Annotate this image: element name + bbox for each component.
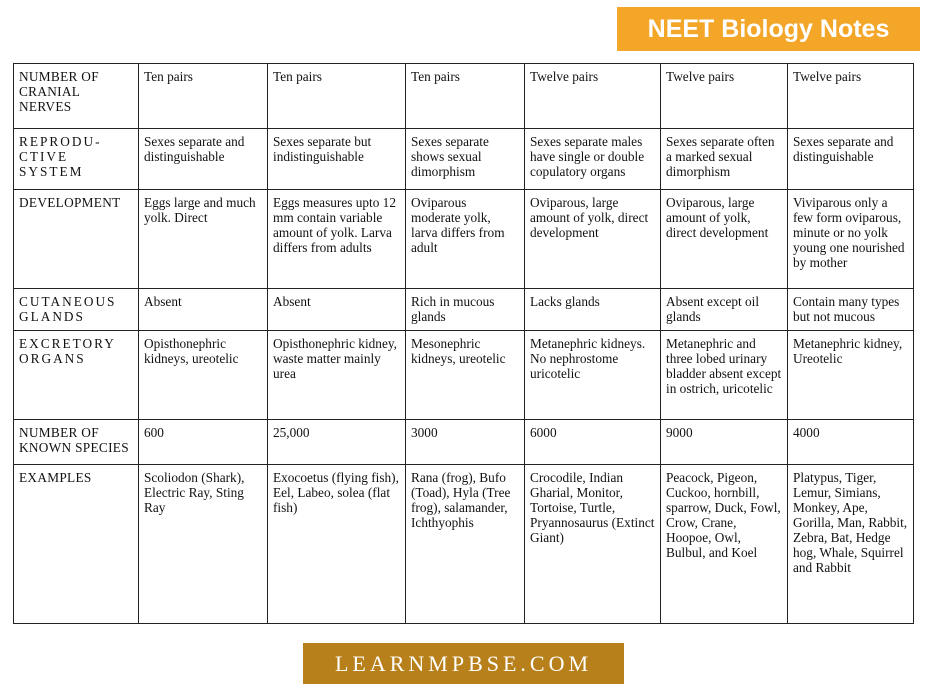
table-cell: Sexes separate and distinguishable [788,129,914,190]
table-cell: 4000 [788,420,914,465]
table-cell: Sexes separate males have single or double copulatory organs [525,129,661,190]
table-cell: Mesonephric kidneys, ureotelic [406,331,525,420]
table-cell: Oviparous moderate yolk, larva differs from adult [406,190,525,289]
table-cell: Ten pairs [406,64,525,129]
table-cell: Metanephric kidneys. No nephrostome uricotelic [525,331,661,420]
table-cell: Opisthonephric kidney, waste matter mainly urea [268,331,406,420]
table-cell: Viviparous only a few form oviparous, minute or no yolk young one nourished by mother [788,190,914,289]
table-cell: Platypus, Tiger, Lemur, Simians, Monkey, Ape, Gorilla, Man, Rabbit, Zebra, Bat, Hedge hog, Whale, Squirrel and Rabbit [788,465,914,624]
table-cell: Ten pairs [139,64,268,129]
table-cell: 600 [139,420,268,465]
table-cell: 9000 [661,420,788,465]
table-cell: Rich in mucous glands [406,289,525,331]
table-cell: Metanephric kidney, Ureotelic [788,331,914,420]
table-cell: Sexes separate shows sexual dimorphism [406,129,525,190]
table-row [14,420,914,465]
table-cell: 3000 [406,420,525,465]
table-cell: Oviparous, large amount of yolk, direct development [525,190,661,289]
table-cell: 25,000 [268,420,406,465]
table-cell: Twelve pairs [525,64,661,129]
table-cell: Peacock, Pigeon, Cuckoo, hornbill, sparrow, Duck, Fowl, Crow, Crane, Hoopoe, Owl, Bulbul, and Koel [661,465,788,624]
row-label: EXAMPLES [14,465,139,624]
table-row [14,190,914,289]
table-cell: Opisthonephric kidneys, ureotelic [139,331,268,420]
table-cell: Eggs measures upto 12 mm contain variable amount of yolk. Larva differs from adults [268,190,406,289]
table-row [14,289,914,331]
row-label: NUMBER OF CRANIAL NERVES [14,64,139,129]
comparison-table [13,63,914,624]
table-cell: Scoliodon (Shark), Electric Ray, Sting Ray [139,465,268,624]
table-cell: Sexes separate but indistinguishable [268,129,406,190]
table-cell: Rana (frog), Bufo (Toad), Hyla (Tree frog), salamander, Ichthyophis [406,465,525,624]
row-label: NUMBER OF KNOWN SPECIES [14,420,139,465]
table-row [14,129,914,190]
row-label: CUTANEOUS GLANDS [14,289,139,331]
row-label: REPRODU-CTIVE SYSTEM [14,129,139,190]
table-cell: Absent except oil glands [661,289,788,331]
table-cell: Exocoetus (flying fish), Eel, Labeo, solea (flat fish) [268,465,406,624]
table-cell: Sexes separate and distinguishable [139,129,268,190]
table-cell: Oviparous, large amount of yolk, direct development [661,190,788,289]
table-cell: Twelve pairs [788,64,914,129]
table-cell: Ten pairs [268,64,406,129]
table-cell: Lacks glands [525,289,661,331]
table-row [14,465,914,624]
row-label: EXCRETORY ORGANS [14,331,139,420]
table-cell: 6000 [525,420,661,465]
table-cell: Metanephric and three lobed urinary bladder absent except in ostrich, uricotelic [661,331,788,420]
table-row [14,64,914,129]
site-banner: NEET Biology Notes [617,7,920,51]
table-cell: Twelve pairs [661,64,788,129]
table-cell: Absent [268,289,406,331]
table-cell: Crocodile, Indian Gharial, Monitor, Tortoise, Turtle, Pryannosaurus (Extinct Giant) [525,465,661,624]
site-footer-logo: LEARNMPBSE.COM [303,643,624,684]
table-cell: Absent [139,289,268,331]
table-cell: Eggs large and much yolk. Direct [139,190,268,289]
table-row [14,331,914,420]
table-cell: Sexes separate often a marked sexual dimorphism [661,129,788,190]
table-cell: Contain many types but not mucous [788,289,914,331]
row-label: DEVELOPMENT [14,190,139,289]
